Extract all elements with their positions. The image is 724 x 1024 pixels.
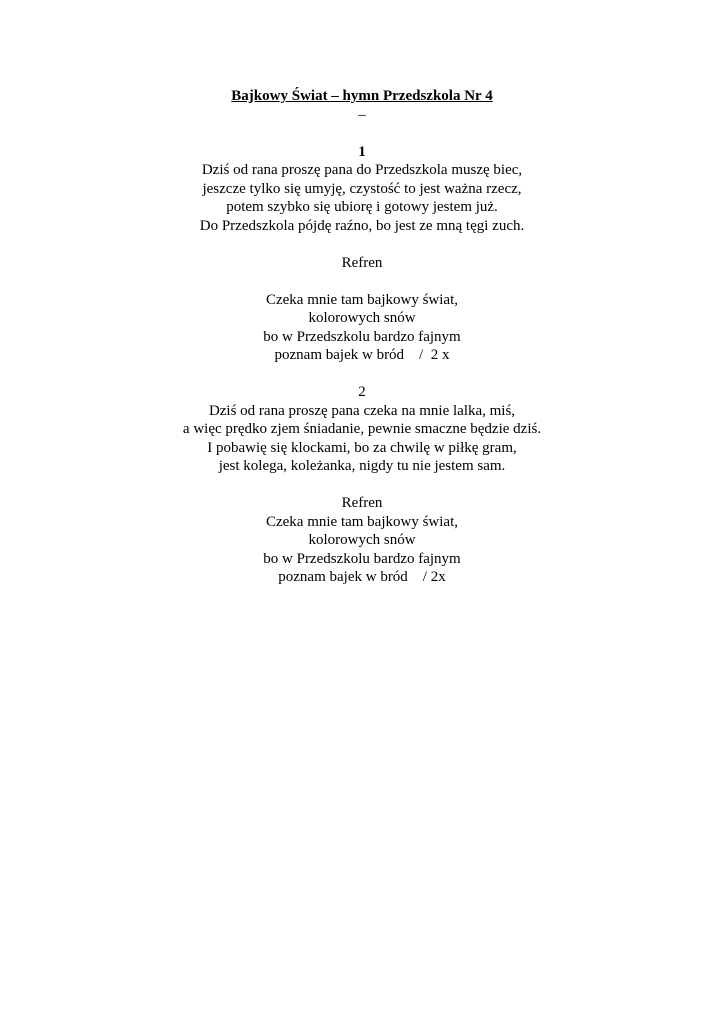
- spacer: [0, 365, 724, 384]
- refren-line: poznam bajek w bród / 2x: [278, 569, 446, 585]
- verse-1: [0, 143, 724, 236]
- refren-line: Czeka mnie tam bajkowy świat,: [265, 291, 459, 308]
- verse-line: Dziś od rana proszę pana czeka na mnie lalka, miś,: [208, 402, 516, 419]
- refren-label: Refren: [341, 495, 383, 511]
- song-text: [0, 87, 724, 587]
- spacer: [0, 476, 724, 495]
- page-title: Bajkowy Świat – hymn Przedszkola Nr 4: [231, 88, 493, 104]
- refren-label: Refren: [341, 254, 383, 271]
- verse-line: jest kolega, koleżanka, nigdy tu nie jestem sam.: [218, 458, 506, 474]
- spacer: [0, 124, 724, 143]
- refren-line: Czeka mnie tam bajkowy świat,: [265, 513, 459, 530]
- refren-line: bo w Przedszkolu bardzo fajnym: [263, 550, 461, 567]
- refren-1: [0, 254, 724, 365]
- title-dash: –: [358, 106, 366, 123]
- verse-line: I pobawię się klockami, bo za chwilę w piłkę gram,: [207, 439, 517, 456]
- verse-2: [0, 383, 724, 476]
- verse-number: 1: [358, 143, 366, 160]
- verse-line: a więc prędko zjem śniadanie, pewnie smaczne będzie dziś.: [182, 421, 542, 437]
- refren-line: kolorowych snów: [308, 532, 416, 548]
- verse-number: 2: [358, 384, 366, 400]
- refren-2: [0, 494, 724, 587]
- verse-line: potem szybko się ubiorę i gotowy jestem już.: [226, 199, 498, 215]
- verse-line: jeszcze tylko się umyję, czystość to jest ważna rzecz,: [202, 180, 522, 197]
- refren-line: kolorowych snów: [308, 310, 416, 326]
- spacer: [0, 272, 724, 291]
- verse-line: Dziś od rana proszę pana do Przedszkola muszę biec,: [201, 162, 523, 178]
- refren-line: bo w Przedszkolu bardzo fajnym: [263, 328, 461, 345]
- verse-line: Do Przedszkola pójdę raźno, bo jest ze mną tęgi zuch.: [199, 217, 525, 234]
- refren-line: poznam bajek w bród / 2 x: [274, 347, 450, 363]
- spacer: [0, 235, 724, 254]
